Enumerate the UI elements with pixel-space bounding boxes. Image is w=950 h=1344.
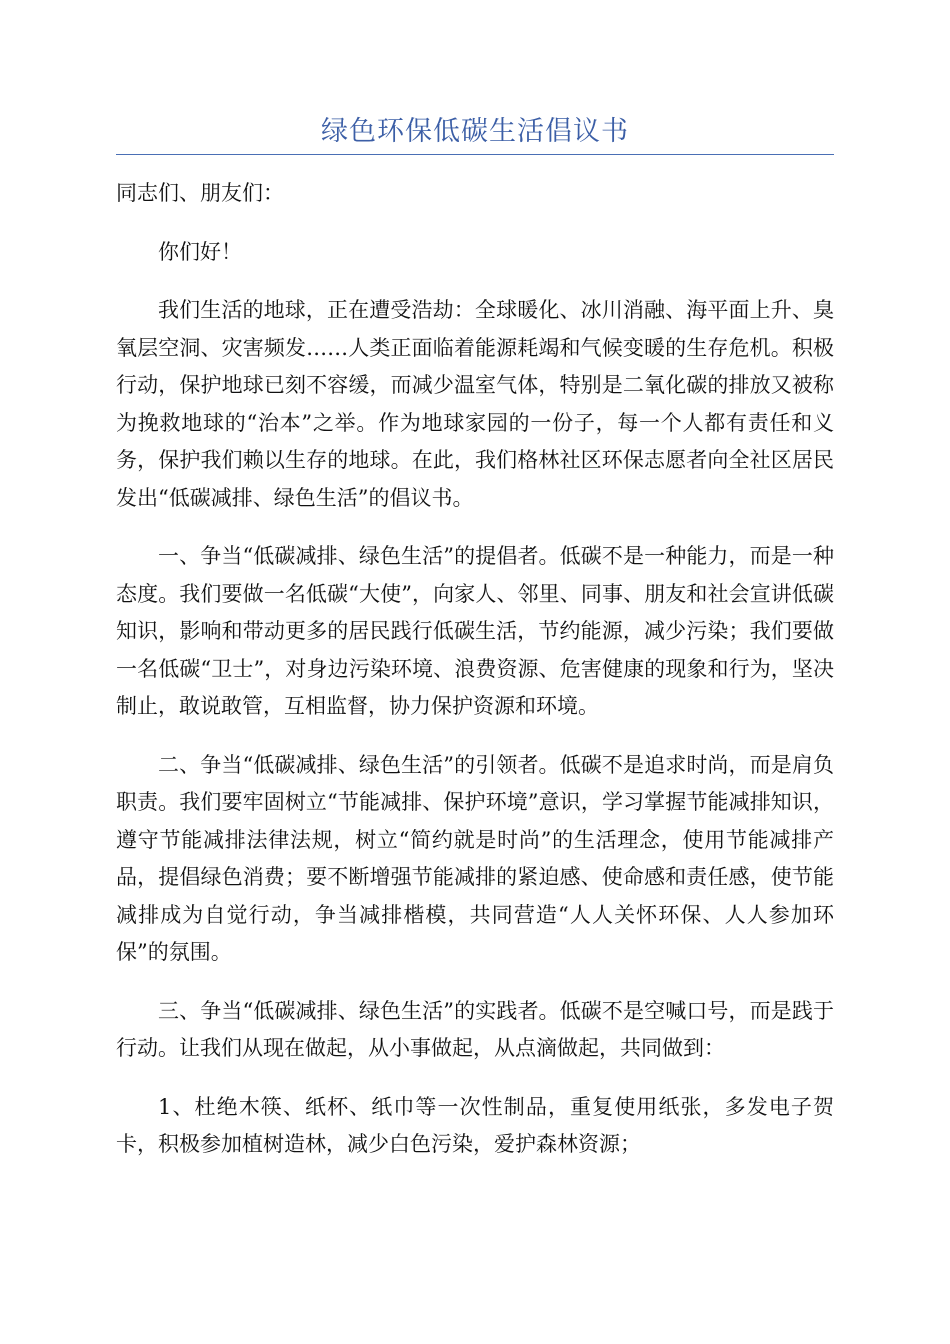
title-underline <box>116 154 834 155</box>
paragraph-item-1: 1、杜绝木筷、纸杯、纸巾等一次性制品，重复使用纸张，多发电子贺卡，积极参加植树造林，减少白色污染，爱护森林资源； <box>116 1094 834 1156</box>
greeting: 你们好！ <box>158 239 242 264</box>
paragraph-intro: 我们生活的地球，正在遭受浩劫：全球暖化、冰川消融、海平面上升、臭氧层空洞、灾害频发……人类正面临着能源耗竭和气候变暖的生存危机。积极行动，保护地球已刻不容缓，而减少温室气体，特别是二氧化碳的排放又被称为挽救地球的“治本”之举。作为地球家园的一份子，每一个人都有责任和义务，保护我们赖以生存的地球。在此，我们格林社区环保志愿者向全社区居民发出“低碳减排、绿色生活”的倡议书。 <box>116 298 834 510</box>
paragraph-point-1: 一、争当“低碳减排、绿色生活”的提倡者。低碳不是一种能力，而是一种态度。我们要做一名低碳“大使”，向家人、邻里、同事、朋友和社会宣讲低碳知识，影响和带动更多的居民践行低碳生活，节约能源，减少污染；我们要做一名低碳“卫士”，对身边污染环境、浪费资源、危害健康的现象和行为，坚决制止，敢说敢管，互相监督，协力保护资源和环境。 <box>116 544 834 718</box>
paragraph-point-2: 二、争当“低碳减排、绿色生活”的引领者。低碳不是追求时尚，而是肩负职责。我们要牢固树立“节能减排、保护环境”意识，学习掌握节能减排知识，遵守节能减排法律法规，树立“简约就是时尚”的生活理念，使用节能减排产品，提倡绿色消费；要不断增强节能减排的紧迫感、使命感和责任感，使节能减排成为自觉行动，争当减排楷模，共同营造“人人关怀环保、人人参加环保”的氛围。 <box>116 752 834 964</box>
paragraph-point-3: 三、争当“低碳减排、绿色生活”的实践者。低碳不是空喊口号，而是践于行动。让我们从现在做起，从小事做起，从点滴做起，共同做到： <box>116 998 834 1060</box>
salutation: 同志们、朋友们： <box>116 181 284 205</box>
document-body <box>116 175 834 1185</box>
page-title: 绿色环保低碳生活倡议书 <box>321 116 629 147</box>
